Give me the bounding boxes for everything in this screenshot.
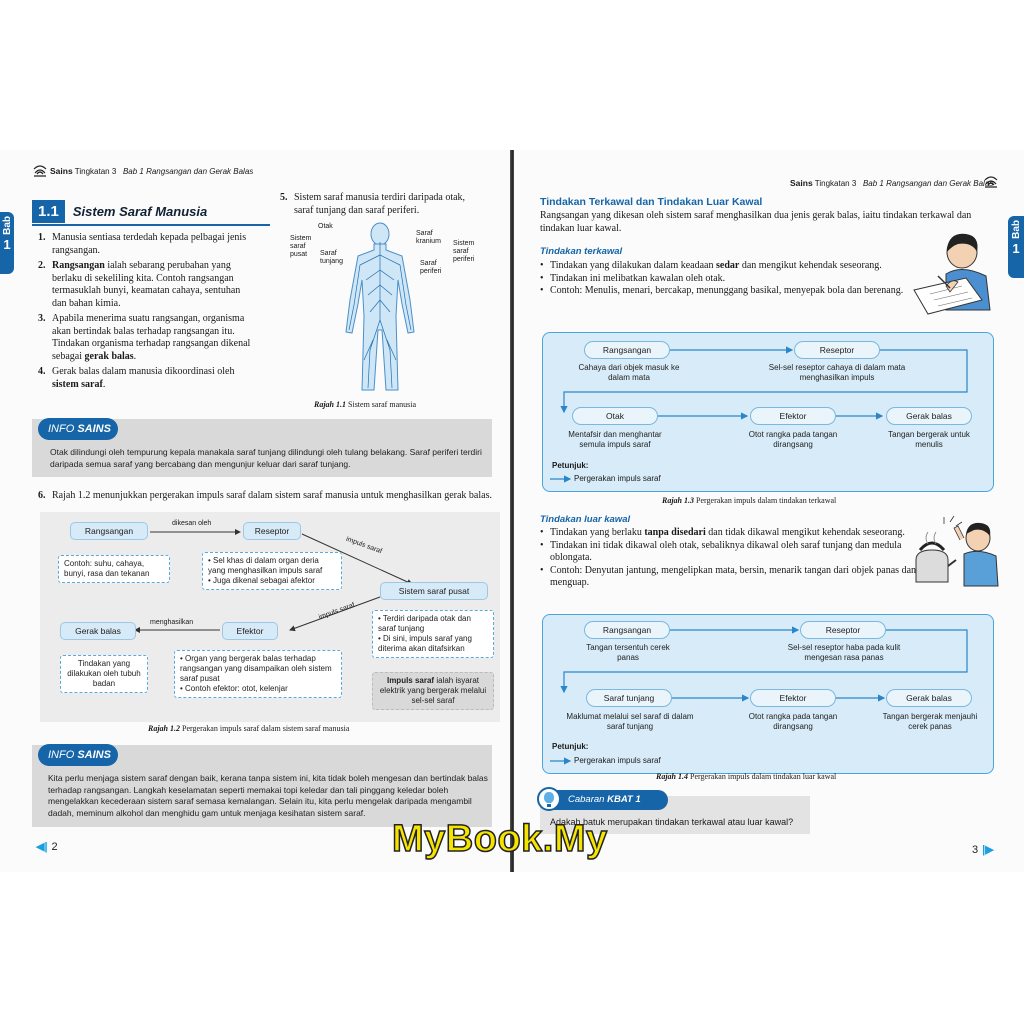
- nervous-system-figure: [330, 220, 430, 395]
- boy-writing-illustration: [906, 230, 1002, 316]
- book-lines-icon: [984, 176, 998, 188]
- caption-rajah-1-4: Rajah 1.4 Pergerakan impuls dalam tindakan luar kawal: [656, 772, 837, 781]
- pill-1-3-gerak-balas: Gerak balas: [886, 407, 972, 425]
- right-title: Tindakan Terkawal dan Tindakan Luar Kawal: [540, 196, 763, 208]
- desc-1-3-rangsangan: Cahaya dari objek masuk ke dalam mata: [578, 363, 680, 382]
- pill-1-3-efektor: Efektor: [750, 407, 836, 425]
- legend-1-3: Pergerakan impuls saraf: [574, 474, 661, 483]
- pill-1-4-saraf-tunjang: Saraf tunjang: [586, 689, 672, 707]
- pill-1-3-reseptor: Reseptor: [794, 341, 880, 359]
- list-terkawal: • Tindakan yang dilakukan dalam keadaan sedar dan mengikut kehendak seseorang. • Tindakan ini melibatkan kawalan oleh otak. • Contoh: Menulis, menari, bercakap, menunggang basikal, menyepak bola dan berenang.: [538, 260, 918, 298]
- desc-1-4-gerak-balas: Tangan bergerak menjauhi cerek panas: [882, 712, 978, 731]
- pill-1-4-reseptor: Reseptor: [800, 621, 886, 639]
- page-header-right: Sains Tingkatan 3 Bab 1 Rangsangan dan Gerak Balas: [790, 178, 994, 188]
- desc-1-3-otak: Mentafsir dan menghantar semula impuls saraf: [568, 430, 662, 449]
- header-form: Tingkatan 3: [74, 167, 117, 176]
- desc-1-3-gerak-balas: Tangan bergerak untuk menulis: [888, 430, 970, 449]
- section-number: 1.1: [32, 200, 65, 223]
- heading-terkawal: Tindakan terkawal: [540, 246, 623, 257]
- petunjuk-1-3: Petunjuk:: [552, 461, 589, 470]
- desc-1-4-rangsangan: Tangan tersentuh cerek panas: [586, 643, 670, 662]
- label-impuls-saraf-1: impuls saraf: [344, 535, 383, 556]
- cabaran-badge: Cabaran KBAT 1: [542, 790, 668, 810]
- lightbulb-brain-icon: [536, 786, 562, 812]
- label-saraf-kranium: Saraf kranium: [416, 230, 441, 245]
- note-impuls-saraf: Impuls saraf ialah isyarat elektrik yang bergerak melalui sel-sel saraf: [372, 672, 494, 710]
- desc-1-4-reseptor: Sel-sel reseptor haba pada kulit mengesan rasa panas: [787, 643, 901, 662]
- left-page: [0, 150, 512, 872]
- note-gerak-balas: Tindakan yang dilakukan oleh tubuh badan: [60, 655, 148, 693]
- header-chapter: Bab 1 Rangsangan dan Gerak Balas: [122, 167, 254, 176]
- list-item-6: 6. Rajah 1.2 menunjukkan pergerakan impuls saraf dalam sistem saraf manusia untuk menghasilkan gerak balas.: [38, 490, 492, 501]
- label-dikesan-oleh: dikesan oleh: [172, 520, 212, 527]
- label-otak: Otak: [318, 223, 333, 230]
- page-prev-icon: ◀|: [36, 841, 48, 853]
- list-item-1: 1. Manusia sentiasa terdedah kepada pelbagai jenis rangsangan.: [38, 232, 247, 256]
- right-intro: Rangsangan yang dikesan oleh sistem saraf menghasilkan dua jenis gerak balas, iaitu tindakan terkawal dan tindakan luar kawal.: [540, 210, 972, 234]
- heading-luar-kawal: Tindakan luar kawal: [540, 514, 631, 525]
- label-sistem-saraf-periferi: Sistem saraf periferi: [453, 240, 475, 263]
- list-item-4: 4. Gerak balas dalam manusia dikoordinasi oleh sistem saraf.: [38, 366, 235, 390]
- chapter-tab-number: 1: [3, 236, 11, 252]
- list-item-5: 5. Sistem saraf manusia terdiri daripada otak, saraf tunjang dan saraf periferi.: [280, 192, 466, 216]
- flow-reseptor: Reseptor: [243, 522, 301, 540]
- right-page: [514, 150, 1024, 872]
- watermark-logo: MyBook.My: [392, 818, 608, 860]
- caption-rajah-1-2: Rajah 1.2 Pergerakan impuls saraf dalam sistem saraf manusia: [148, 724, 350, 733]
- label-saraf-periferi: Saraf periferi: [420, 260, 442, 275]
- note-efektor: • Organ yang bergerak balas terhadap rangsangan yang disampaikan oleh sistem saraf pusat • Contoh efektor: otot, kelenjar: [174, 650, 342, 698]
- header-subject: Sains: [50, 166, 73, 176]
- numbered-list: [38, 232, 256, 394]
- pill-1-4-rangsangan: Rangsangan: [584, 621, 670, 639]
- flow-rangsangan: Rangsangan: [70, 522, 148, 540]
- label-sistem-saraf-pusat: Sistem saraf pusat: [290, 235, 312, 258]
- chapter-tab: [0, 212, 14, 274]
- info-sains-text-2: Kita perlu menjaga sistem saraf dengan baik, kerana tanpa sistem ini, kita tidak boleh mengesan dan bertindak balas terhadap rangsangan. Langkah keselamatan seperti memakai topi keledar dan tali pinggang keledar boleh mengelakkan kecederaan sistem saraf semasa kemalangan. Selain itu, kita perlu mengelak daripada mengambil dadah, meminum alkohol dan menghidu gam untuk menjaga kesihatan sistem saraf.: [48, 773, 488, 818]
- list-item-3: 3. Apabila menerima suatu rangsangan, organisma akan bertindak balas terhadap rangsangan itu. Tindakan organisma terhadap rangsangan dikenal sebagai gerak balas.: [38, 313, 251, 362]
- pill-1-4-efektor: Efektor: [750, 689, 836, 707]
- label-saraf-tunjang: Saraf tunjang: [320, 250, 343, 265]
- list-luar-kawal: • Tindakan yang berlaku tanpa disedari dan tidak dikawal mengikut kehendak seseorang. • Tindakan ini tidak dikawal oleh otak, sebaliknya dikawal oleh saraf tunjang dan medula oblongata. • Contoh: Denyutan jantung, mengelipkan mata, bersin, menarik tangan dari objek panas dan menguap.: [538, 527, 920, 590]
- label-impuls-saraf-2: impuls saraf: [317, 601, 356, 622]
- note-reseptor: • Sel khas di dalam organ deria yang menghasilkan impuls saraf • Juga dikenal sebagai afektor: [202, 552, 342, 590]
- page-number-right: 3 |▶: [972, 843, 994, 856]
- page-next-icon: |▶: [982, 844, 994, 856]
- pill-1-3-rangsangan: Rangsangan: [584, 341, 670, 359]
- label-menghasilkan: menghasilkan: [150, 619, 194, 626]
- section-underline: [32, 224, 270, 226]
- pill-1-4-gerak-balas: Gerak balas: [886, 689, 972, 707]
- page-header-left: [50, 166, 253, 176]
- info-sains-badge-1: INFO SAINS: [38, 418, 118, 440]
- flow-sistem-saraf-pusat: Sistem saraf pusat: [380, 582, 488, 600]
- desc-1-4-saraf-tunjang: Maklumat melalui sel saraf di dalam saraf tunjang: [566, 712, 694, 731]
- section-title: [32, 200, 207, 223]
- boy-kettle-illustration: [910, 514, 1002, 596]
- desc-1-3-reseptor: Sel-sel reseptor cahaya di dalam mata menghasilkan impuls: [768, 363, 906, 382]
- caption-rajah-1-3: Rajah 1.3 Pergerakan impuls dalam tindakan terkawal: [662, 496, 837, 505]
- info-sains-text-1: Otak dilindungi oleh tempurung kepala manakala saraf tunjang dilindungi oleh tulang belakang. Saraf periferi terdiri daripada semua saraf yang bercabang dan mengunjur keluar dari saraf tunjang.: [50, 447, 482, 469]
- chapter-tab-word: Bab: [1, 216, 13, 235]
- flow-gerak-balas: Gerak balas: [60, 622, 136, 640]
- caption-rajah-1-1: Rajah 1.1 Sistem saraf manusia: [314, 400, 416, 409]
- page-number-left: ◀| 2: [36, 840, 58, 853]
- info-sains-badge-2: INFO SAINS: [38, 744, 118, 766]
- petunjuk-1-4: Petunjuk:: [552, 742, 589, 751]
- list-item-2: 2. Rangsangan ialah sebarang perubahan yang berlaku di sekeliling kita. Contoh rangsangan termasuklah bunyi, keamatan cahaya, sentuhan dan bahan kimia.: [38, 260, 241, 309]
- book-lines-icon: [33, 165, 47, 177]
- legend-1-4: Pergerakan impuls saraf: [574, 756, 661, 765]
- desc-1-4-efektor: Otot rangka pada tangan dirangsang: [748, 712, 838, 731]
- note-rangsangan: Contoh: suhu, cahaya, bunyi, rasa dan tekanan: [58, 555, 170, 583]
- desc-1-3-efektor: Otot rangka pada tangan dirangsang: [748, 430, 838, 449]
- section-name: Sistem Saraf Manusia: [72, 204, 208, 219]
- flow-efektor: Efektor: [222, 622, 278, 640]
- pill-1-3-otak: Otak: [572, 407, 658, 425]
- chapter-tab-right: Bab 1: [1008, 216, 1024, 278]
- note-sistem-saraf-pusat: • Terdiri daripada otak dan saraf tunjang • Di sini, impuls saraf yang diterima akan ditafsirkan: [372, 610, 494, 658]
- cabaran-question: Adakah batuk merupakan tindakan terkawal atau luar kawal?: [550, 817, 794, 827]
